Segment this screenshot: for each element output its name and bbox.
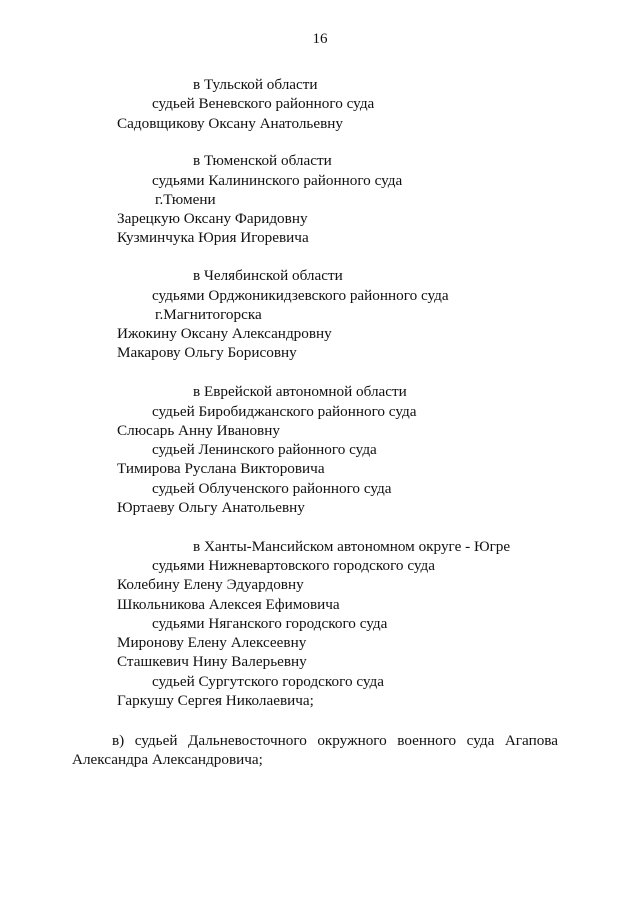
court-line-venev: судьей Веневского районного суда (152, 95, 375, 112)
region-heading-jewish-ao: в Еврейской автономной области (193, 383, 407, 400)
court-line-ordzhonikidze: судьями Орджоникидзевского районного суда (152, 287, 449, 304)
court-city-line: г.Магнитогорска (155, 306, 262, 323)
judge-name: Юртаеву Ольгу Анатольевну (117, 499, 305, 516)
region-heading-chelyabinsk: в Челябинской области (193, 267, 343, 284)
judge-name: Кузминчука Юрия Игоревича (117, 229, 309, 246)
judge-name: Колебину Елену Эдуардовну (117, 576, 304, 593)
judge-name: Сташкевич Нину Валерьевну (117, 653, 307, 670)
region-heading-tula: в Тульской области (193, 76, 318, 93)
judge-name: Ижокину Оксану Александровну (117, 325, 332, 342)
court-line-kalinin: судьями Калининского районного суда (152, 172, 403, 189)
page-number: 16 (312, 31, 328, 47)
court-line-nyagan: судьями Няганского городского суда (152, 615, 388, 632)
court-city-line: г.Тюмени (155, 191, 216, 208)
region-heading-khanty-mansi: в Ханты-Мансийском автономном округе - Югре (193, 538, 511, 555)
court-line-leninsky: судьей Ленинского районного суда (152, 441, 377, 458)
judge-name: Школьникова Алексея Ефимовича (117, 596, 340, 613)
judge-name: Гаркушу Сергея Николаевича; (117, 692, 314, 709)
court-line-obluchye: судьей Облученского районного суда (152, 480, 392, 497)
judge-name: Садовщикову Оксану Анатольевну (117, 115, 343, 132)
judge-name: Миронову Елену Алексеевну (117, 634, 307, 651)
paragraph-v-line-1: в) судьей Дальневосточного окружного военного суда Агапова (112, 732, 558, 749)
judge-name: Тимирова Руслана Викторовича (117, 460, 325, 477)
court-line-birobidzhan: судьей Биробиджанского районного суда (152, 403, 417, 420)
judge-name: Слюсарь Анну Ивановну (117, 422, 280, 439)
paragraph-v-line-2: Александра Александровича; (72, 751, 263, 768)
judge-name: Макарову Ольгу Борисовну (117, 344, 297, 361)
judge-name: Зарецкую Оксану Фаридовну (117, 210, 308, 227)
region-heading-tyumen: в Тюменской области (193, 152, 332, 169)
court-line-surgut: судьей Сургутского городского суда (152, 673, 385, 690)
court-line-nizhnevartovsk: судьями Нижневартовского городского суда (152, 557, 435, 574)
